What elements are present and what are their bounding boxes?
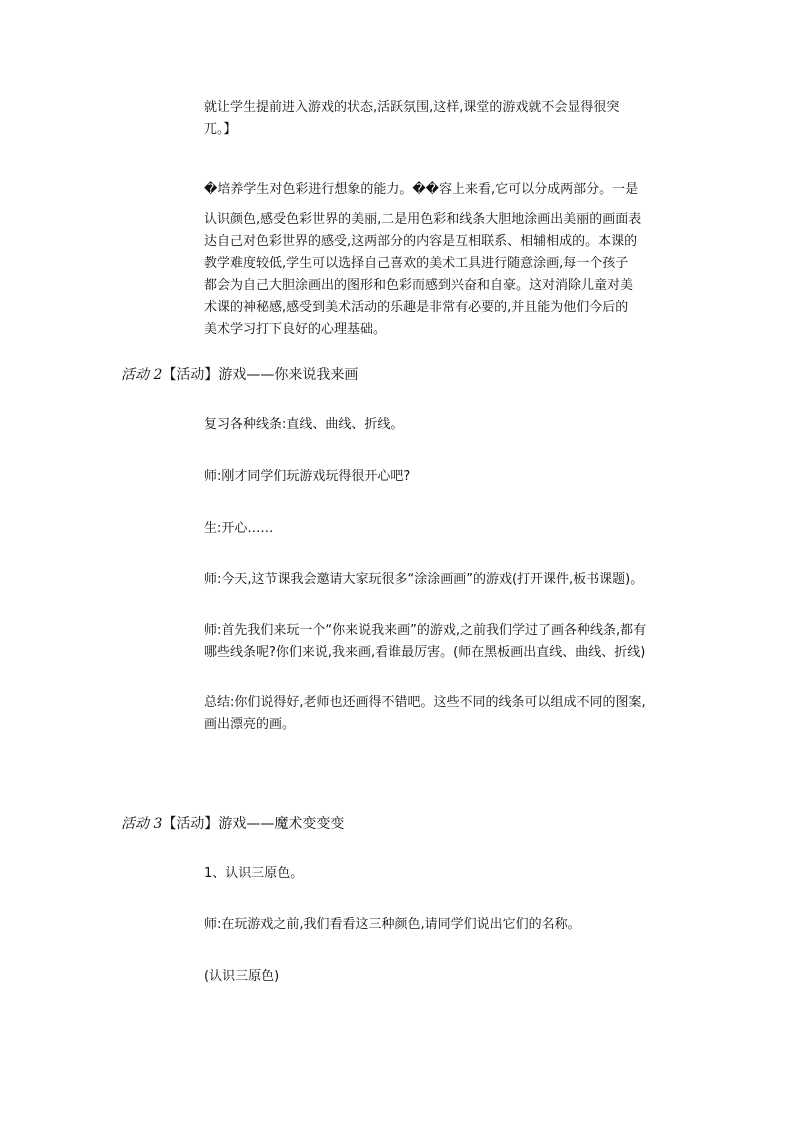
activity-2-teacher-line-3b: 哪些线条呢?你们来说,我来画,看谁最厉害。(师在黑板画出直线、曲线、折线) [204,645,646,660]
activity-3-note: (认识三原色) [204,969,280,984]
activity-3-teacher-line-1: 师:在玩游戏之前,我们看看这三种颜色,请同学们说出它们的名称。 [204,917,581,932]
activity-2-label: 活动 2 [121,367,163,383]
activity-3-heading [121,813,344,835]
goal-text-line-2: 认识颜色,感受色彩世界的美丽,二是用色彩和线条大胆地涂画出美丽的画面表 [204,212,642,227]
activity-2-heading [121,364,358,386]
activity-3-label: 活动 3 [121,816,163,832]
activity-2-teacher-line-1: 师:刚才同学们玩游戏玩得很开心吧? [204,469,411,484]
activity-3-step-1: 1、认识三原色。 [204,866,304,881]
activity-2-teacher-line-2: 师:今天,这节课我会邀请大家玩很多“涂涂画画”的游戏(打开课件,板书课题)。 [204,572,644,587]
goal-text-line-7: 美术学习打下良好的心理基础。 [204,322,387,337]
activity-3-title: 【活动】游戏——魔术变变变 [162,816,345,832]
goal-text-line-4: 教学难度较低,学生可以选择自己喜欢的美术工具进行随意涂画,每一个孩子 [204,256,629,271]
activity-2-review: 复习各种线条:直线、曲线、折线。 [204,417,404,432]
intro-text-line-2: 兀。】 [204,122,237,137]
goal-text-line-6: 术课的神秘感,感受到美术活动的乐趣是非常有必要的,并且能为他们今后的 [204,300,629,315]
activity-2-student-line-1: 生:开心…… [204,521,274,536]
goal-text-line-3: 达自己对色彩世界的感受,这两部分的内容是互相联系、相辅相成的。本课的 [204,234,638,249]
activity-2-summary-line-2: 画出漂亮的画。 [204,717,296,732]
activity-2-teacher-line-3a: 师:首先我们来玩一个“你来说我来画”的游戏,之前我们学过了画各种线条,都有 [204,623,647,638]
activity-2-summary-line-1: 总结:你们说得好,老师也还画得不错吧。这些不同的线条可以组成不同的图案, [204,695,646,710]
activity-2-title: 【活动】游戏——你来说我来画 [162,367,359,383]
goal-text-line-1: �培养学生对色彩进行想象的能力。��容上来看,它可以分成两部分。一是 [204,182,639,197]
goal-text-line-5: 都会为自己大胆涂画出的图形和色彩而感到兴奋和自豪。这对消除儿童对美 [204,278,634,293]
intro-text-line-1: 就让学生提前进入游戏的状态,活跃氛围,这样,课堂的游戏就不会显得很突 [204,100,620,115]
